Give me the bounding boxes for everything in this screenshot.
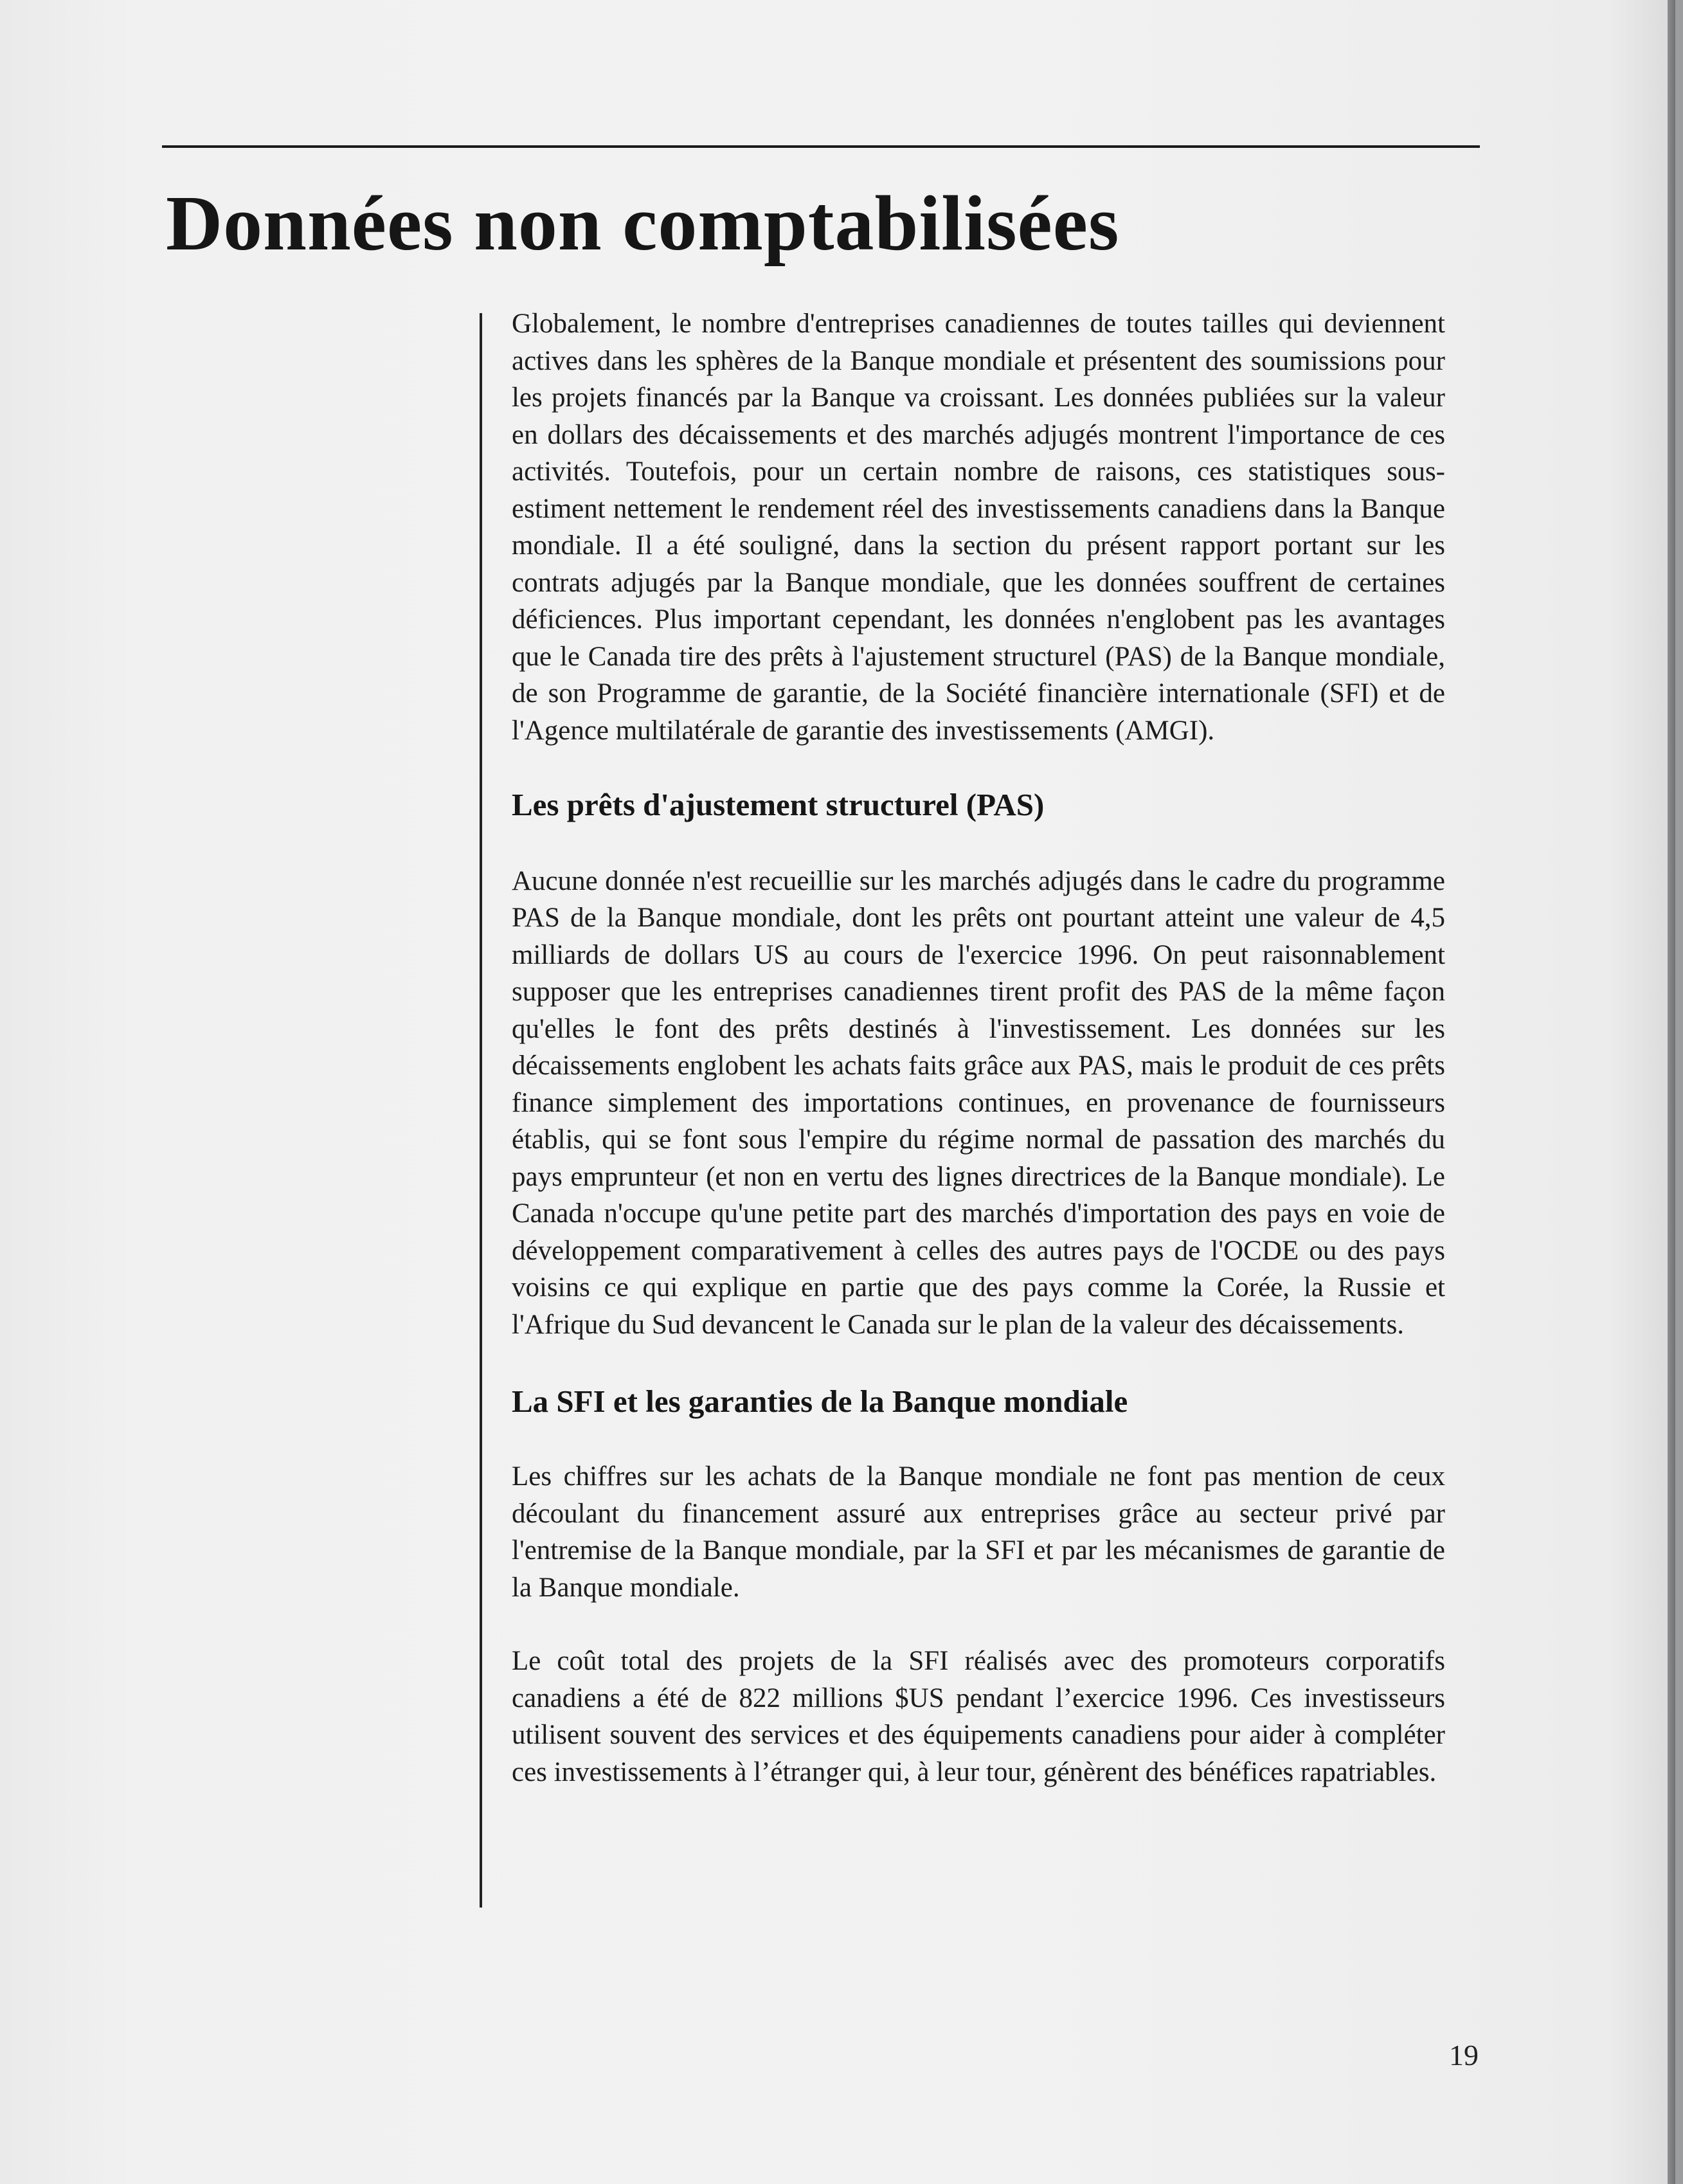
- section-heading-sfi: La SFI et les garanties de la Banque mondiale: [512, 1384, 1128, 1420]
- section-heading-pas: Les prêts d'ajustement structurel (PAS): [512, 787, 1045, 822]
- page-edge-shadow: [1668, 0, 1675, 2184]
- sfi-paragraph-2: Le coût total des projets de la SFI réalisés avec des promoteurs corporatifs canadiens a été de 822 millions $US pendant l’exercice 1996. Ces investisseurs utilisent souvent des services et des équipements canadiens pour aider à compléter ces investissements à l’étranger qui, à leur tour, génèrent des bénéfices rapatriables.: [512, 1646, 1445, 1787]
- intro-paragraph: Globalement, le nombre d'entreprises canadiennes de toutes tailles qui deviennent actives dans les sphères de la Banque mondiale et présentent des soumissions pour les projets financés par la Banque va croissant. Les données publiées sur la valeur en dollars des décaissements et des marchés adjugés montrent l'importance de ces activités. Toutefois, pour un certain nombre de raisons, ces statistiques sous-estiment nettement le rendement réel des investissements canadiens dans la Banque mondiale. Il a été souligné, dans la section du présent rapport portant sur les contrats adjugés par la Banque mondiale, que les données souffrent de certaines déficiences. Plus important cependant, les données n'englobent pas les avantages que le Canada tire des prêts à l'ajustement structurel (PAS) de la Banque mondiale, de son Programme de garantie, de la Société financière internationale (SFI) et de l'Agence multilatérale de garantie des investissements (AMGI).: [512, 309, 1445, 746]
- left-vertical-rule: [480, 313, 482, 1908]
- page-number: 19: [1449, 2039, 1479, 2071]
- body-text-column: [512, 305, 1445, 1791]
- pas-paragraph: Aucune donnée n'est recueillie sur les marchés adjugés dans le cadre du programme PAS de la Banque mondiale, dont les prêts ont pourtant atteint une valeur de 4,5 milliards de dollars US au cours de l'exercice 1996. On peut raisonnablement supposer que les entreprises canadiennes tirent profit des PAS de la même façon qu'elles le font des prêts destinés à l'investissement. Les données sur les décaissements englobent les achats faits grâce aux PAS, mais le produit de ces prêts finance simplement des importations continues, en provenance de fournisseurs établis, qui se font sous l'empire du régime normal de passation des marchés du pays emprunteur (et non en vertu des lignes directrices de la Banque mondiale). Le Canada n'occupe qu'une petite part des marchés d'importation des pays en voie de développement comparativement à celles des autres pays de l'OCDE ou des pays voisins ce qui explique en partie que des pays comme la Corée, la Russie et l'Afrique du Sud devancent le Canada sur le plan de la valeur des décaissements.: [512, 865, 1445, 1340]
- page-title: Données non comptabilisées: [166, 180, 1120, 267]
- top-horizontal-rule: [162, 145, 1480, 148]
- sfi-paragraph-1: Les chiffres sur les achats de la Banque mondiale ne font pas mention de ceux découlant du financement assuré aux entreprises grâce au secteur privé par l'entremise de la Banque mondiale, par la SFI et par les mécanismes de garantie de la Banque mondiale.: [512, 1461, 1445, 1603]
